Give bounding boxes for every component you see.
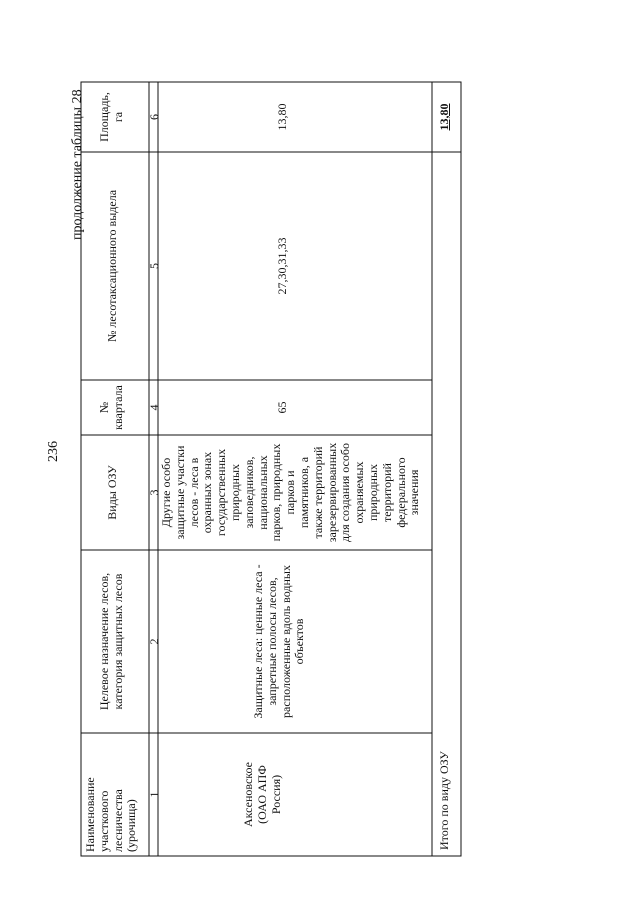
row-forestry: Аксеновское (ОАО АПФ Россия) xyxy=(241,761,283,828)
header-area: Площадь, га xyxy=(97,92,125,142)
column-number: 4 xyxy=(147,404,161,411)
page-number: 236 xyxy=(46,441,61,462)
row-ozu-type: Другие особо защитные участки лесов - леса в охранных зонах государственных природных заповедников, национальных парков, природных парков и памятников, а также территорий зарезервированных для создания особо охраняемых природных территорий федерального значения xyxy=(159,442,422,543)
column-number: 3 xyxy=(147,489,161,496)
row-kvartal: 65 xyxy=(275,401,289,414)
column-number: 1 xyxy=(147,791,161,798)
header-kvartal: № квартала xyxy=(97,385,125,430)
column-number: 2 xyxy=(147,638,161,645)
header-purpose: Целевое назначение лесов, категория защитных лесов xyxy=(97,572,125,711)
header-vydel: № лесотаксационного выдела xyxy=(105,189,119,343)
header-ozu-type: Виды ОЗУ xyxy=(105,465,119,520)
column-number: 5 xyxy=(147,263,161,269)
total-label: Итого по виду ОЗУ xyxy=(437,751,451,850)
table-caption: продолжение таблицы 28 xyxy=(70,89,85,240)
column-number: 6 xyxy=(147,114,161,120)
row-vydel: 27,30,31,33 xyxy=(275,237,289,295)
total-area: 13,80 xyxy=(437,103,451,131)
row-area: 13,80 xyxy=(275,103,289,131)
row-purpose: Защитные леса: ценные леса - запретные полосы лесов, расположенные вдоль водных объектов xyxy=(251,564,307,719)
header-forestry: Наименование участкового лесничества (урочища) xyxy=(83,777,139,852)
